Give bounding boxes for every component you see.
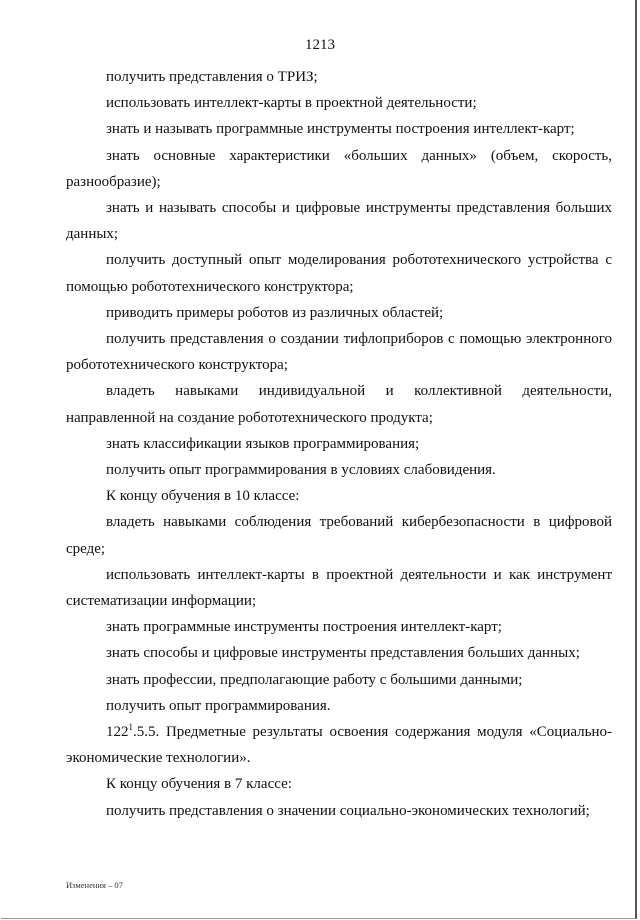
- paragraph: знать профессии, предполагающие работу с большими данными;: [106, 671, 523, 688]
- footer-revision: Изменения – 07: [66, 880, 123, 890]
- paragraph: знать способы и цифровые инструменты представления больших данных;: [106, 645, 580, 662]
- section-number: 122: [106, 724, 129, 741]
- section-number-rest: .5.5.: [133, 724, 160, 741]
- paragraph: получить представления о ТРИЗ;: [106, 69, 318, 85]
- paragraph: знать и называть программные инструменты построения интеллект-карт;: [106, 121, 575, 138]
- paragraph: получить представления о создании тифлоприборов с помощью электронного робототехнического конструктора;: [66, 331, 612, 374]
- page-number: 1213: [305, 37, 335, 53]
- section-title: Предметные результаты освоения содержания модуля «Социально-экономические технологии».: [66, 724, 612, 767]
- paragraph: использовать интеллект-карты в проектной деятельности и как инструмент систематизации информации;: [66, 566, 612, 610]
- paragraph: знать программные инструменты построения интеллект-карт;: [106, 619, 502, 636]
- paragraph: знать основные характеристики «больших данных» (объем, скорость, разнообразие);: [66, 147, 612, 190]
- paragraph: знать и называть способы и цифровые инструменты представления больших данных;: [66, 200, 612, 243]
- paragraph: использовать интеллект-карты в проектной деятельности;: [106, 95, 477, 112]
- paragraph: знать классификации языков программирования;: [106, 435, 420, 452]
- paragraph: получить опыт программирования.: [106, 697, 331, 714]
- section-number-superscript: 1: [128, 722, 133, 733]
- paragraph: приводить примеры роботов из различных областей;: [106, 304, 444, 321]
- paragraph: владеть навыками индивидуальной и коллективной деятельности, направленной на создание робототехнического продукта;: [66, 383, 612, 426]
- document-body: [66, 64, 612, 824]
- grade-heading: К концу обучения в 10 классе:: [106, 488, 300, 505]
- grade-heading: К концу обучения в 7 классе:: [106, 776, 292, 793]
- paragraph: получить доступный опыт моделирования робототехнического устройства с помощью робототехнического конструктора;: [66, 252, 612, 295]
- section-heading: [66, 719, 612, 771]
- paragraph: получить опыт программирования в условиях слабовидения.: [106, 462, 496, 479]
- paragraph: получить представления о значении социально-экономических технологий;: [106, 802, 590, 819]
- paragraph: владеть навыками соблюдения требований кибербезопасности в цифровой среде;: [66, 514, 612, 557]
